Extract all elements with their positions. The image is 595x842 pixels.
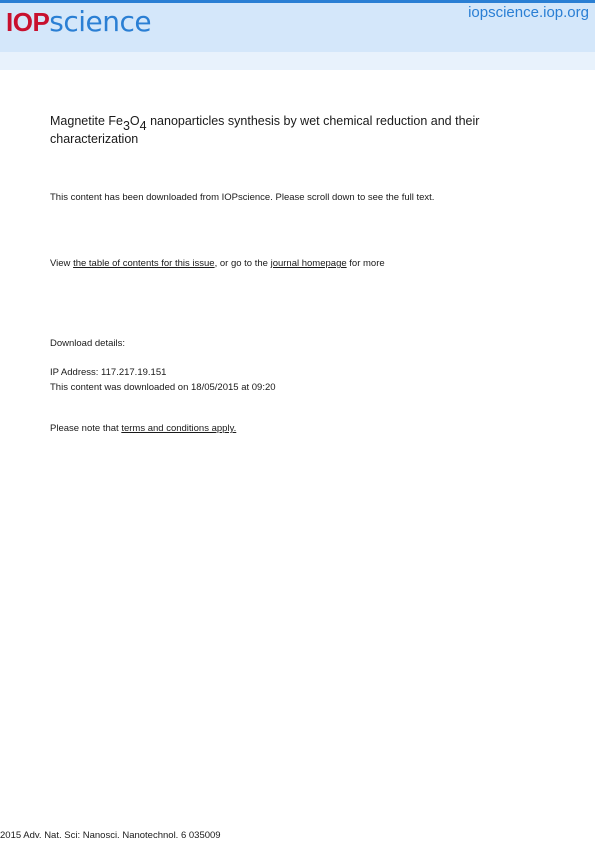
view-prefix: View [50,258,74,269]
download-details-heading: Download details: [50,338,125,349]
table-of-contents-link[interactable]: the table of contents for this issue [73,258,215,269]
title-prefix: Magnetite Fe [50,114,123,128]
view-line [50,258,385,270]
journal-homepage-link[interactable]: journal homepage [270,258,347,269]
view-middle: , or go to the [214,258,271,269]
logo-science-text: science [49,5,152,38]
iopscience-logo[interactable] [6,2,151,42]
title-subscript-3: 3 [122,119,130,133]
terms-and-conditions-link[interactable]: terms and conditions apply. [121,423,237,434]
logo-iop-text: IOP [6,7,50,37]
article-title [50,114,520,146]
download-notice: This content has been downloaded from IOPscience. Please scroll down to see the full text. [50,192,435,203]
terms-line [50,423,236,435]
title-line2: characterization [50,132,139,146]
download-timestamp: This content was downloaded on 18/05/2015 at 09:20 [50,382,276,393]
title-subscript-4: 4 [139,119,147,133]
terms-prefix: Please note that [50,423,122,434]
site-url-link[interactable]: iopscience.iop.org [468,4,589,21]
header-strip [0,52,595,70]
title-line1-rest: nanoparticles synthesis by wet chemical reduction and their [146,114,480,128]
ip-address: IP Address: 117.217.19.151 [50,367,167,378]
view-suffix: for more [346,258,385,269]
title-oxygen: O [129,114,140,128]
footer-citation: 2015 Adv. Nat. Sci: Nanosci. Nanotechnol. 6 035009 [0,830,221,841]
